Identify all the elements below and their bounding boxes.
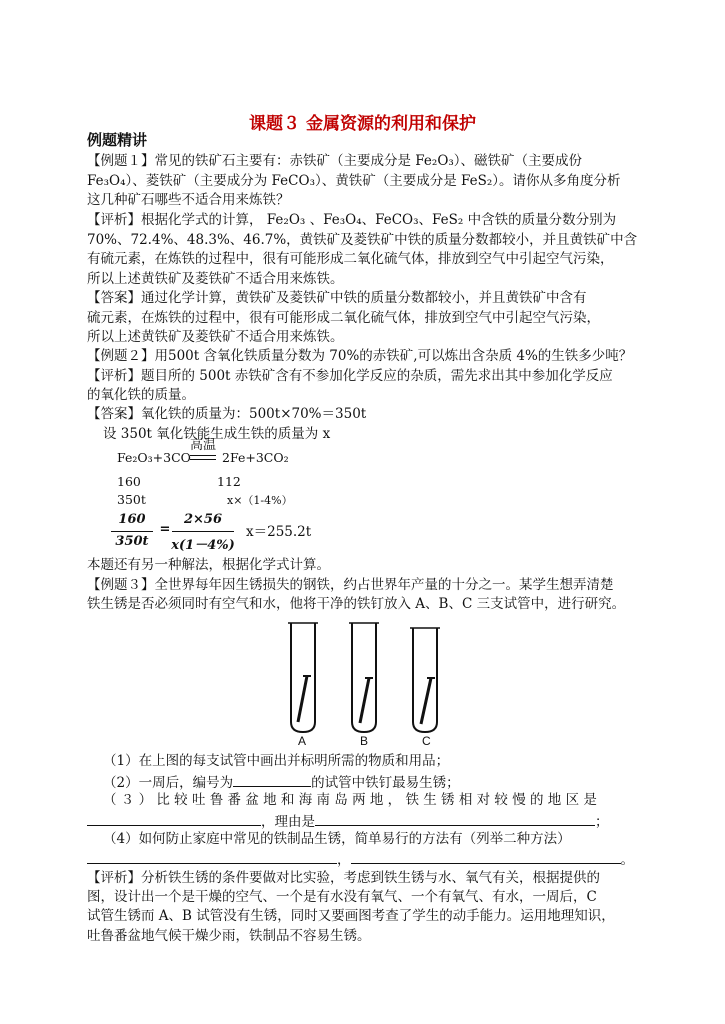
question3-reason-label: ，理由是 — [261, 814, 315, 830]
example3-line2: 铁生锈是否必须同时有空气和水，他将干净的铁钉放入 A、B、C 三支试管中，进行研究。 — [87, 596, 626, 612]
question1: （1）在上图的每支试管中画出并标明所需的物质和用品； — [103, 753, 450, 769]
iron-nail-a — [298, 676, 307, 722]
question3-line1: （ ３ ） 比 较 吐 鲁 番 盆 地 和 海 南 岛 两 地 ， 铁 生 锈 相 对 较 慢 的 地 区 是 — [103, 792, 597, 808]
fraction1-denominator: 350t — [115, 534, 149, 549]
mass-left: 160 — [117, 474, 141, 489]
answer2-line2: 设 350t 氧化铁能生成生铁的质量为 x — [103, 426, 331, 442]
analysis2-line1: 【评析】题目所的 500t 赤铁矿含有不参加化学反应的杂质，需先求出其中参加化学反应 — [87, 368, 613, 384]
fraction-equals: = — [159, 522, 171, 537]
test-tubes-figure — [270, 618, 470, 738]
test-tube-a — [288, 623, 318, 732]
example2-line1: 【例题２】用500t 含氧化铁质量分数为 70%的赤铁矿,可以炼出含杂质 4%的生铁多少吨？ — [87, 348, 633, 364]
example1-line2: Fe₃O₄）、菱铁矿（主要成分为 FeCO₃）、黄铁矿（主要成分是 FeS₂）。请你从多角度分析 — [87, 173, 621, 189]
test-tube-c — [410, 628, 440, 732]
answer-blank-3b[interactable] — [315, 811, 595, 826]
answer-blank-3a[interactable] — [87, 811, 261, 826]
answer-blank-4a[interactable] — [87, 849, 337, 864]
answer2-note: 本题还有另一种解法，根据化学式计算。 — [87, 557, 330, 573]
analysis1-line3: 有硫元素，在炼铁的过程中，很有可能形成二氧化硫气体，排放到空气中引起空气污染， — [87, 251, 614, 267]
analysis3-line1: 【评析】分析铁生锈的条件要做对比实验，考虑到铁生锈与水、氧气有关，根据提供的 — [87, 870, 600, 886]
analysis1-line1: 【评析】根据化学式的计算， Fe₂O₃ 、Fe₃O₄、FeCO₃、FeS₂ 中含铁的质量分数分别为 — [87, 212, 617, 228]
example3-line1: 【例题３】全世界每年因生锈损失的钢铁，约占世界年产量的十分之一。某学生想弄清楚 — [87, 577, 614, 593]
answer2-line1: 【答案】氧化铁的质量为：500t×70%＝350t — [87, 406, 367, 422]
analysis1-line2: 70%、72.4%、48.3%、46.7%，黄铁矿及菱铁矿中铁的质量分数都较小，并且黄铁矿中含 — [87, 232, 638, 248]
answer1-line2: 硫元素，在炼铁的过程中，很有可能形成二氧化硫气体，排放到空气中引起空气污染， — [87, 310, 600, 326]
analysis2-line2: 的氧化铁的质量。 — [87, 387, 195, 403]
question2-prefix: （2）一周后，编号为 — [103, 775, 234, 791]
example1-line1: 【例题１】常见的铁矿石主要有：赤铁矿（主要成分是 Fe₂O₃）、磁铁矿（主要成份 — [87, 153, 583, 169]
iron-nail-b — [360, 678, 369, 723]
question2 — [103, 772, 460, 792]
fraction1-bar — [111, 531, 153, 532]
tube-label-c: C — [422, 734, 431, 748]
question4-separator: ， — [337, 852, 351, 868]
section-heading: 例题精讲 — [87, 131, 148, 149]
fraction1-numerator: 160 — [118, 512, 146, 527]
given-left: 350t — [117, 492, 146, 507]
result: x＝255.2t — [246, 524, 312, 540]
answer-blank-4b[interactable] — [351, 849, 621, 864]
question4: （4）如何防止家庭中常见的铁制品生锈，简单易行的方法有（列举二种方法） — [103, 831, 571, 847]
question2-suffix: 的试管中铁钉最易生锈； — [311, 775, 460, 791]
answer-blank-2[interactable] — [233, 772, 311, 787]
page-title: 课题３ 金属资源的利用和保护 — [249, 114, 476, 134]
answer1-line3: 所以上述黄铁矿及菱铁矿不适合用来炼铁。 — [87, 329, 344, 345]
example1-line3: 这几种矿石哪些不适合用来炼铁？ — [87, 192, 290, 208]
tube-label-a: A — [298, 734, 307, 748]
question3-end: ； — [595, 814, 609, 830]
equation-products: 2Fe+3CO₂ — [222, 450, 289, 465]
analysis1-line4: 所以上述黄铁矿及菱铁矿不适合用来炼铁。 — [87, 271, 344, 287]
reaction-condition: 高温 — [190, 438, 217, 453]
equals-sign — [190, 455, 216, 460]
equation-reactants: Fe₂O₃+3CO — [117, 450, 191, 465]
test-tube-b — [349, 623, 379, 732]
fraction2-denominator: x(1－4%) — [171, 538, 235, 553]
analysis3-line3: 试管生锈而 A、B 试管没有生锈，同时又要画图考查了学生的动手能力。运用地理知识， — [87, 908, 615, 924]
fraction2-bar — [172, 531, 234, 532]
question4-end: 。 — [620, 852, 634, 868]
question3-line2 — [87, 811, 609, 831]
tube-label-b: B — [360, 734, 369, 748]
analysis3-line4: 吐鲁番盆地气候干燥少雨，铁制品不容易生锈。 — [87, 928, 371, 944]
answer1-line1: 【答案】通过化学计算，黄铁矿及菱铁矿中铁的质量分数都较小，并且黄铁矿中含有 — [87, 290, 587, 306]
question4-blanks — [87, 849, 634, 869]
given-right: x×（1-4%） — [227, 494, 293, 507]
fraction2-numerator: 2×56 — [183, 512, 223, 527]
analysis3-line2: 图，设计出一个是干燥的空气、一个是有水没有氧气、一个有氧气、有水，一周后，C — [87, 889, 597, 905]
iron-nail-c — [421, 678, 431, 724]
mass-right: 112 — [217, 474, 241, 489]
